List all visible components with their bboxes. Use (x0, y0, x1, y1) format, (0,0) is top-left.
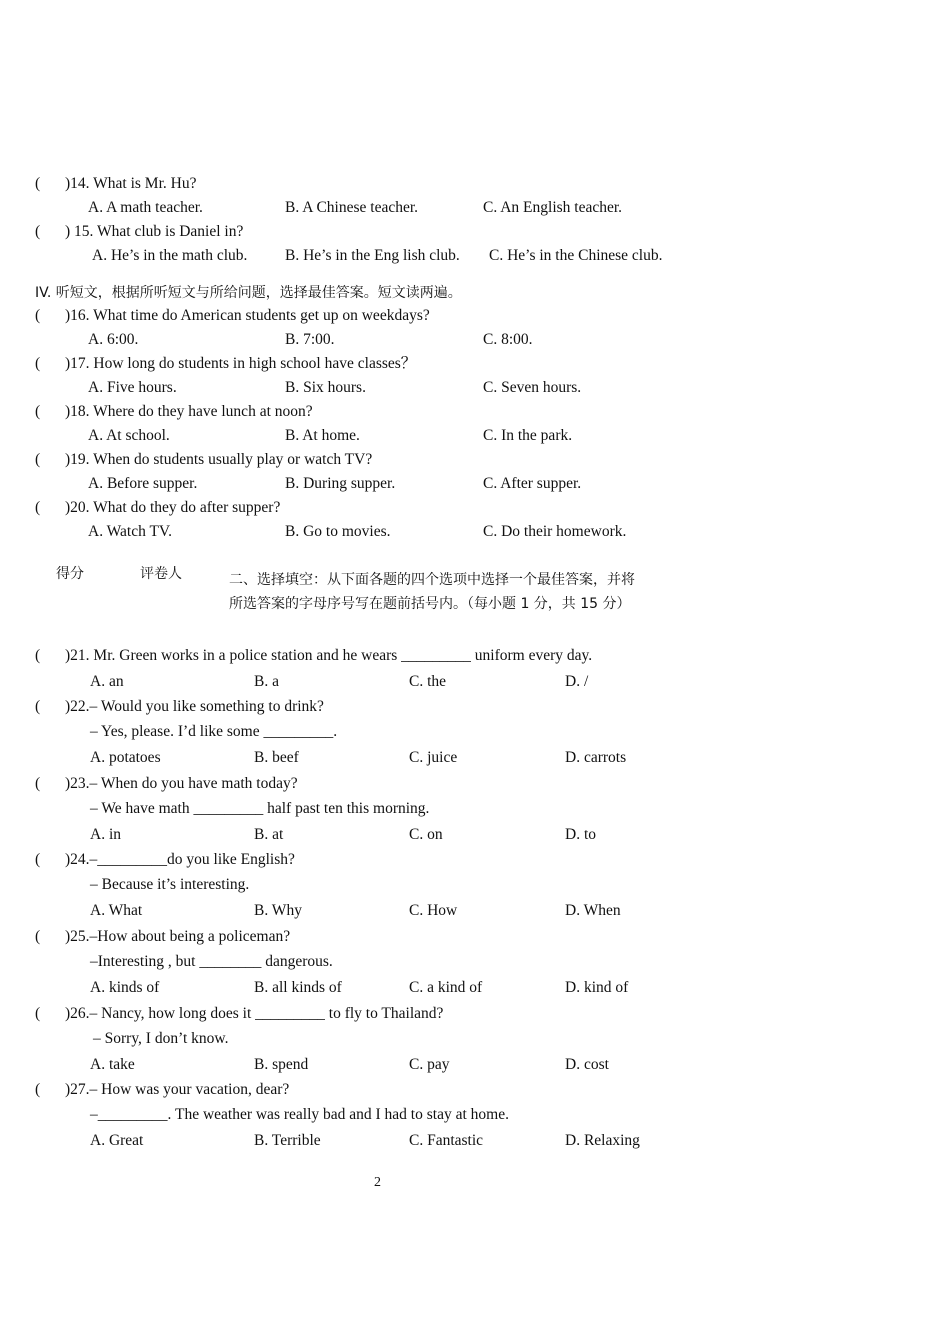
answer-paren: ( (35, 451, 41, 468)
q15-option-a: A. He’s in the math club. (92, 247, 248, 264)
q27-option-a: A. Great (90, 1132, 144, 1149)
answer-paren: ( (35, 928, 41, 945)
section-4-heading: IV. 听短文，根据所听短文与所给问题，选择最佳答案。短文读两遍。 (35, 285, 462, 301)
question-22-reply: – Yes, please. I’d like some _________. (90, 723, 338, 740)
question-27-stem: )27.– How was your vacation, dear? (65, 1081, 290, 1098)
q27-option-d: D. Relaxing (565, 1132, 640, 1149)
q20-option-c: C. Do their homework. (483, 523, 627, 540)
q24-option-c: C. How (409, 902, 458, 919)
q21-option-b: B. a (254, 673, 279, 690)
answer-paren: ( (35, 1081, 41, 1098)
question-20-stem: )20. What do they do after supper? (65, 499, 281, 516)
question-25-stem: )25.–How about being a policeman? (65, 928, 291, 945)
q24-option-a: A. What (90, 902, 143, 919)
q26-option-c: C. pay (409, 1056, 450, 1073)
q14-option-c: C. An English teacher. (483, 199, 623, 216)
q26-option-b: B. spend (254, 1056, 309, 1073)
q27-option-c: C. Fantastic (409, 1132, 484, 1149)
q24-option-b: B. Why (254, 902, 302, 919)
page-number: 2 (374, 1175, 381, 1190)
question-27-reply: –_________. The weather was really bad and I had to stay at home. (90, 1106, 509, 1123)
q16-option-b: B. 7:00. (285, 331, 335, 348)
q17-option-a: A. Five hours. (88, 379, 177, 396)
question-16-stem: )16. What time do American students get up on weekdays? (65, 307, 430, 324)
question-23-reply: – We have math _________ half past ten this morning. (90, 800, 430, 817)
answer-paren: ( (35, 223, 41, 240)
answer-paren: ( (35, 307, 41, 324)
question-22-stem: )22.– Would you like something to drink? (65, 698, 324, 715)
q22-option-c: C. juice (409, 749, 458, 766)
question-23-stem: )23.– When do you have math today? (65, 775, 298, 792)
question-25-reply: –Interesting , but ________ dangerous. (90, 953, 333, 970)
q24-option-d: D. When (565, 902, 621, 919)
q17-option-c: C. Seven hours. (483, 379, 582, 396)
q22-option-a: A. potatoes (90, 749, 161, 766)
q23-option-c: C. on (409, 826, 443, 843)
q19-option-c: C. After supper. (483, 475, 582, 492)
q22-option-d: D. carrots (565, 749, 627, 766)
q25-option-b: B. all kinds of (254, 979, 342, 996)
q21-option-d: D. / (565, 673, 589, 690)
question-26-stem: )26.– Nancy, how long does it _________ to fly to Thailand? (65, 1005, 444, 1022)
q19-option-a: A. Before supper. (88, 475, 198, 492)
question-26-reply: – Sorry, I don’t know. (93, 1030, 229, 1047)
q26-option-d: D. cost (565, 1056, 609, 1073)
question-17-stem: )17. How long do students in high school have classes？ (65, 355, 417, 372)
score-label: 得分 (56, 566, 84, 582)
q23-option-d: D. to (565, 826, 596, 843)
question-24-reply: – Because it’s interesting. (90, 876, 250, 893)
q21-option-c: C. the (409, 673, 447, 690)
question-19-stem: )19. When do students usually play or watch TV? (65, 451, 373, 468)
q25-option-d: D. kind of (565, 979, 629, 996)
question-14-stem: )14. What is Mr. Hu? (65, 175, 197, 192)
q25-option-c: C. a kind of (409, 979, 483, 996)
answer-paren: ( (35, 175, 41, 192)
answer-paren: ( (35, 403, 41, 420)
part-2-heading-line-1: 二、选择填空：从下面各题的四个选项中选择一个最佳答案，并将 (229, 572, 635, 588)
q15-option-c: C. He’s in the Chinese club. (489, 247, 663, 264)
q15-option-b: B. He’s in the Eng lish club. (285, 247, 460, 264)
question-18-stem: )18. Where do they have lunch at noon? (65, 403, 313, 420)
q16-option-c: C. 8:00. (483, 331, 533, 348)
q14-option-a: A. A math teacher. (88, 199, 203, 216)
answer-paren: ( (35, 499, 41, 516)
answer-paren: ( (35, 775, 41, 792)
question-21-stem: )21. Mr. Green works in a police station and he wears _________ uniform every day. (65, 647, 593, 664)
q23-option-a: A. in (90, 826, 121, 843)
q18-option-b: B. At home. (285, 427, 360, 444)
q26-option-a: A. take (90, 1056, 135, 1073)
q16-option-a: A. 6:00. (88, 331, 139, 348)
answer-paren: ( (35, 851, 41, 868)
question-24-stem: )24.–_________do you like English? (65, 851, 295, 868)
q18-option-a: A. At school. (88, 427, 170, 444)
q27-option-b: B. Terrible (254, 1132, 321, 1149)
grader-label: 评卷人 (140, 566, 182, 582)
q20-option-b: B. Go to movies. (285, 523, 391, 540)
q18-option-c: C. In the park. (483, 427, 573, 444)
q23-option-b: B. at (254, 826, 284, 843)
q22-option-b: B. beef (254, 749, 299, 766)
q17-option-b: B. Six hours. (285, 379, 366, 396)
part-2-heading-line-2: 所选答案的字母序号写在题前括号内。（每小题 1 分，共 15 分） (229, 596, 631, 612)
q20-option-a: A. Watch TV. (88, 523, 173, 540)
q21-option-a: A. an (90, 673, 124, 690)
question-15-stem: ) 15. What club is Daniel in? (65, 223, 244, 240)
q25-option-a: A. kinds of (90, 979, 160, 996)
q14-option-b: B. A Chinese teacher. (285, 199, 419, 216)
q19-option-b: B. During supper. (285, 475, 396, 492)
answer-paren: ( (35, 355, 41, 372)
answer-paren: ( (35, 698, 41, 715)
answer-paren: ( (35, 647, 41, 664)
answer-paren: ( (35, 1005, 41, 1022)
